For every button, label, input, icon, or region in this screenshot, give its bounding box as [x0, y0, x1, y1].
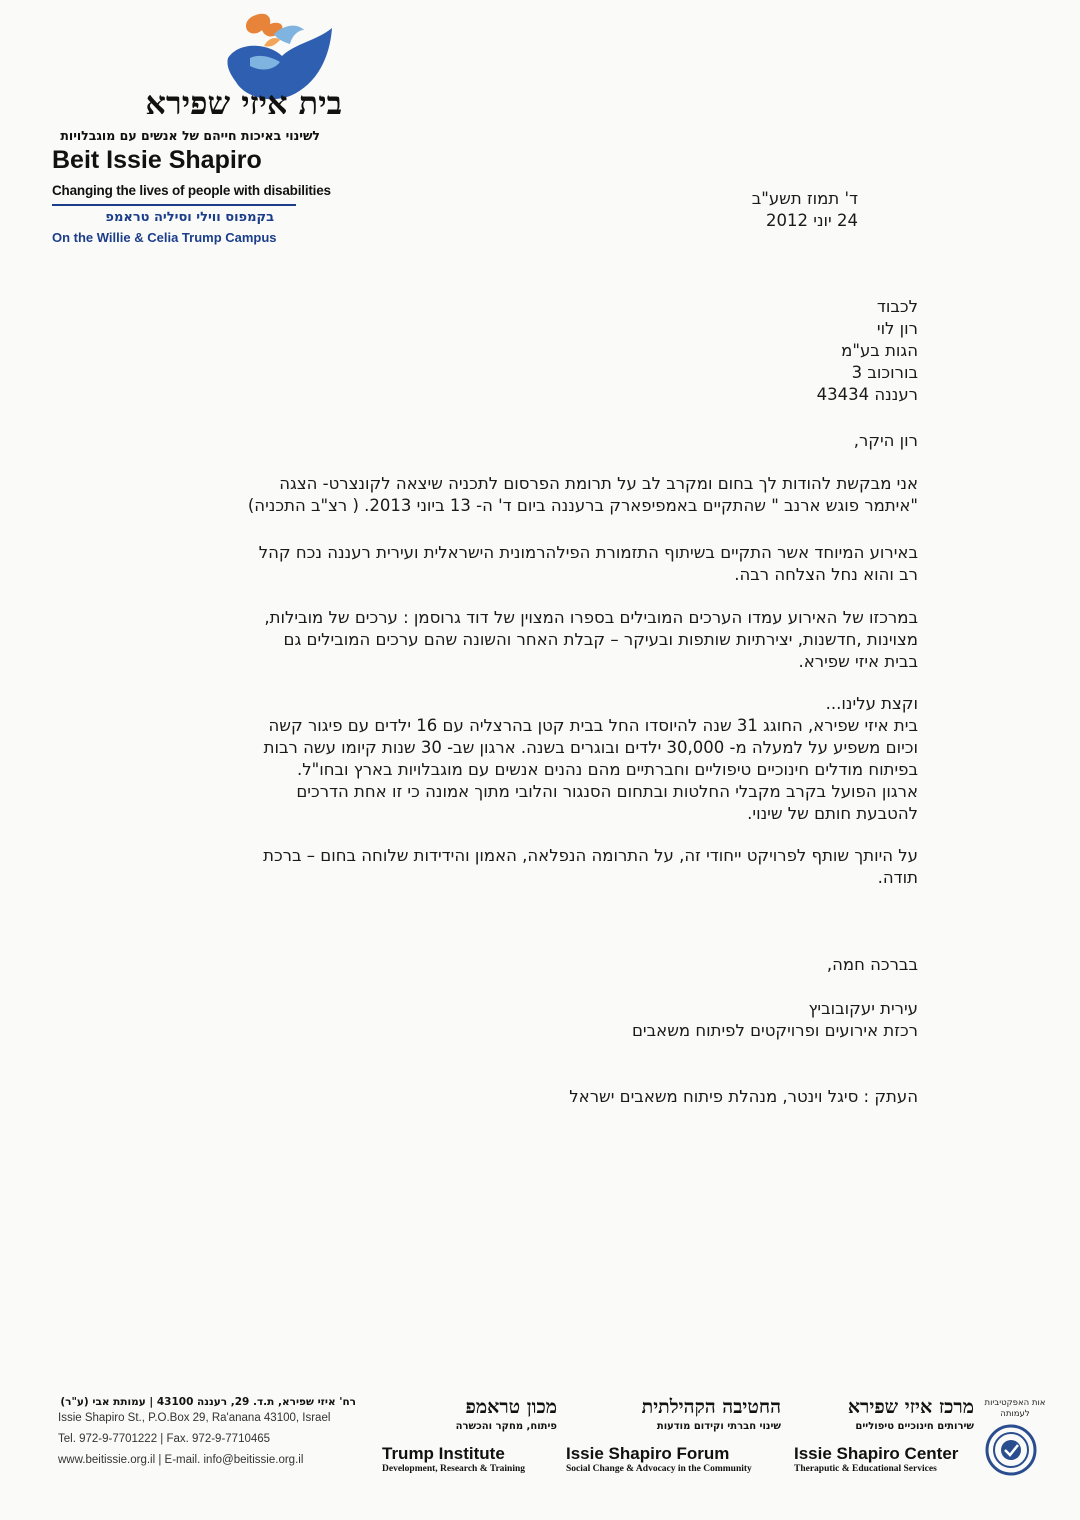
forum-title-english: Issie Shapiro Forum [566, 1444, 730, 1463]
center-sub-hebrew: שירותים חינוכיים טיפוליים [855, 1421, 974, 1432]
paragraph-line: אני מבקשת להודות לך בחום ומקרב לב על תרומת הפרסום לתכניה שיצאה לקונצרט- הצגה [279, 474, 918, 493]
address-line: רון לוי [876, 319, 918, 338]
signer-name: עירית יעקובוביץ [808, 999, 918, 1018]
footer-phone: Tel. 972-9-7701222 | Fax. 972-9-7710465 [58, 1433, 271, 1445]
forum-sub-english: Social Change & Advocacy in the Community [566, 1464, 752, 1474]
header-divider [52, 204, 296, 206]
paragraph-line: "איתמר פוגש ארנב " שהתקיים באמפיפארק ברעננה ביום ד' ה- 13 ביוני 2013. ( רצ"ב התכניה) [247, 496, 918, 515]
about-heading: וקצת עלינו... [825, 694, 918, 713]
footer-contact [58, 1396, 358, 1471]
paragraph-line: רב והוא נחל הצלחה רבה. [734, 565, 918, 584]
paragraph-closing-thanks [158, 845, 918, 889]
center-sub-english: Theraputic & Educational Services [794, 1464, 937, 1474]
center-title-hebrew: מרכז איזי שפירא [847, 1396, 974, 1418]
signer-title: רכזת אירועים ופרויקטים לפיתוח משאבים [631, 1021, 918, 1040]
effectiveness-seal-icon [985, 1424, 1037, 1476]
paragraph-thanks [158, 473, 918, 517]
footer-address-english: Issie Shapiro St., P.O.Box 29, Ra'anana 43100, Israel [58, 1412, 331, 1424]
letter-date [658, 188, 858, 232]
org-tagline-english: Changing the lives of people with disabilities [52, 183, 331, 198]
address-line: לכבוד [876, 297, 918, 316]
footer-address-hebrew: רח' איזי שפירא, ת.ד. 29, רעננה 43100 | עמותת אבי (ע"ר) [60, 1396, 356, 1408]
date-gregorian: 24 יוני 2012 [766, 211, 858, 230]
paragraph-line: על היותך שותף לפרויקט ייחודי זה, על התרומה הנפלאה, האמון והידידות שלוחה בחום – ברכת [263, 846, 918, 865]
paragraph-line: ארגון הפועל בקרב מקבלי החלטות ובתחום הסנגור והלובי מתוך אמונה כי זו אחת הדרכים [296, 782, 918, 801]
closing-salutation: בברכה חמה, [826, 955, 918, 974]
trump-title-hebrew: מכון טראמפ [465, 1396, 557, 1418]
paragraph-line: תודה. [877, 868, 918, 887]
footer-web: www.beitissie.org.il | E-mail. info@beitissie.org.il [58, 1454, 304, 1466]
paragraph-about [158, 715, 918, 825]
paragraph-line: במרכזו של האירוע עמדו הערכים המובילים בספרו המצוין של דוד גרוסמן : ערכים של מובילות, [264, 608, 918, 627]
recipient-address [618, 296, 918, 406]
forum-sub-hebrew: שינוי חברתי וקידום מודעות [656, 1421, 781, 1432]
greeting: רון היקר, [853, 431, 918, 450]
paragraph-line: באירוע המיוחד אשר התקיים בשיתוף התזמורת הפילהרמונית הישראלית ועירית רעננה נכח קהל [258, 543, 918, 562]
address-line: הגות בע"מ [841, 341, 918, 360]
forum-title-hebrew: החטיבה הקהילתית [641, 1396, 781, 1418]
paragraph-line: להטבעת חותם של שינוי. [747, 804, 918, 823]
footer-issie-forum [566, 1396, 781, 1474]
paragraph-line: מצוינות ,חדשנות, יצירתיות שותפות ובעיקר – קבלת האחר והשונה שהם ערכים המובילים גם [283, 630, 918, 649]
footer-trump-institute [382, 1396, 557, 1474]
center-title-english: Issie Shapiro Center [794, 1444, 959, 1463]
cc-line: העתק : סיגל וינטר, מנהלת פיתוח משאבים ישראל [569, 1087, 918, 1106]
paragraph-line: בבית איזי שפירא. [798, 652, 918, 671]
campus-english: On the Willie & Celia Trump Campus [52, 230, 277, 245]
paragraph-event [158, 542, 918, 586]
footer-issie-center [794, 1396, 974, 1474]
trump-title-english: Trump Institute [382, 1444, 505, 1463]
campus-hebrew: בקמפוס ווילי וסיליה טראמפ [105, 210, 274, 225]
paragraph-line: בית איזי שפירא, החוגג 31 שנה להיוסדו החל בבית קטן בהרצליה עם 16 ילדים עם פיגור קשה [268, 716, 918, 735]
trump-sub-english: Development, Research & Training [382, 1464, 526, 1474]
paragraph-line: בפיתוח מודלים חינוכיים טיפוליים וחברתיים מהם נהנים אנשים עם מוגבלויות בארץ ובחו"ל. [297, 760, 918, 779]
paragraph-values [158, 607, 918, 673]
date-hebrew: ד' תמוז תשע"ב [751, 189, 858, 208]
org-tagline-hebrew: לשינוי באיכות חייהם של אנשים עם מוגבלויות [60, 128, 320, 143]
org-name-english: Beit Issie Shapiro [52, 146, 262, 174]
address-line: בורוכוב 3 [851, 363, 918, 382]
trump-sub-hebrew: פיתוח, מחקר והכשרה [455, 1421, 557, 1432]
org-name-hebrew: בית איזי שפירא [145, 84, 342, 122]
signature-block [418, 998, 918, 1042]
effectiveness-badge-label: אות האפקטיביות לעמותה [984, 1398, 1046, 1419]
paragraph-line: וכיום משפיע על למעלה מ- 30,000 ילדים ובוגרים בשנה. ארגון שב- 30 שנות קיומו עשה רבות [263, 738, 918, 757]
address-line: רעננה 43434 [816, 385, 918, 404]
